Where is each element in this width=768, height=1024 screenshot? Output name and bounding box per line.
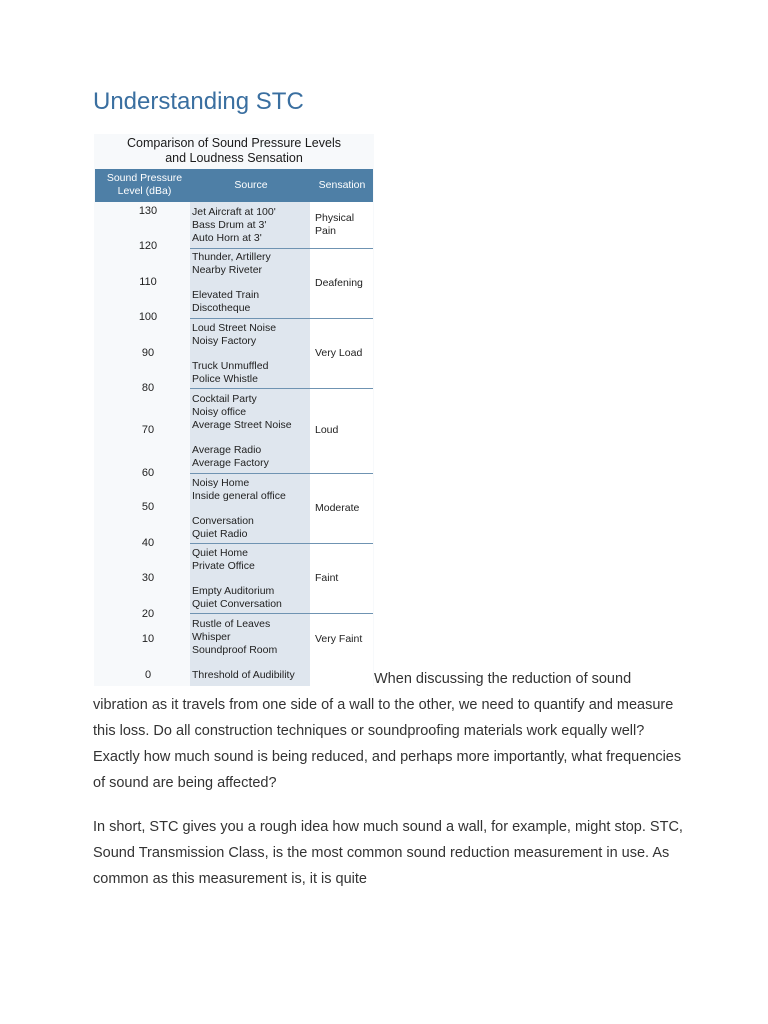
level-label: 30 (141, 572, 155, 584)
figure-title-line-2: and Loudness Sensation (165, 151, 303, 165)
source-item: Rustle of Leaves (192, 618, 271, 630)
level-label: 90 (141, 347, 155, 359)
source-item: Quiet Conversation (192, 598, 282, 610)
source-item: Empty Auditorium (192, 585, 275, 597)
sensation-item: Very Faint (315, 633, 363, 645)
level-label: 80 (141, 382, 155, 394)
row-divider (190, 613, 373, 614)
source-item: Elevated Train (192, 289, 260, 301)
page-title: Understanding STC (93, 88, 304, 115)
sensation-item: Faint (315, 572, 339, 584)
figure-header-row (95, 169, 373, 202)
source-item: Loud Street Noise (192, 322, 277, 334)
sensation-item: Loud (315, 424, 339, 436)
sensation-item: Deafening (315, 277, 363, 289)
source-item: Private Office (192, 560, 255, 572)
source-item: Auto Horn at 3' (192, 232, 262, 244)
source-item: Soundproof Room (192, 644, 278, 656)
source-item: Quiet Home (192, 547, 249, 559)
header-level-line-1: Sound Pressure (106, 172, 183, 184)
level-label: 20 (141, 608, 155, 620)
level-label: 40 (141, 537, 155, 549)
header-level-line-2: Level (dBa) (117, 185, 172, 197)
sound-pressure-figure (94, 134, 374, 686)
source-item: Jet Aircraft at 100' (192, 206, 276, 218)
source-item: Police Whistle (192, 373, 258, 385)
header-source: Source (234, 179, 268, 191)
source-item: Cocktail Party (192, 393, 257, 405)
paragraph-1: vibration as it travels from one side of a wall to the other, we need to quantify and measure this loss. Do all construction techniques or soundproofing materials work equally well? Exactly how much sound is being reduced, and perhaps more importantly, what frequencies of sound are being affected? (93, 697, 682, 791)
level-label: 0 (144, 669, 152, 681)
source-item: Truck Unmuffled (192, 360, 269, 372)
source-item: Average Radio (192, 444, 262, 456)
row-divider (190, 543, 373, 544)
level-label: 130 (138, 205, 158, 217)
paragraph-1-first-line: When discussing the reduction of sound (374, 671, 632, 687)
header-sensation: Sensation (318, 179, 366, 191)
row-divider (190, 388, 373, 389)
level-label: 110 (139, 276, 157, 288)
source-item: Average Factory (192, 457, 269, 469)
figure-title-line-1: Comparison of Sound Pressure Levels (126, 136, 341, 150)
source-item: Discotheque (192, 302, 251, 314)
level-label: 100 (138, 311, 158, 323)
level-label: 10 (141, 633, 155, 645)
figure-title (94, 136, 374, 166)
paragraph-2: In short, STC gives you a rough idea how much sound a wall, for example, might stop. STC, Sound Transmission Class, is the most common sound reduction measurement in use. As common as this measurement is, it is quite (93, 819, 683, 887)
level-label: 120 (138, 240, 158, 252)
sensation-item: Moderate (315, 502, 360, 514)
source-item: Threshold of Audibility (192, 669, 295, 681)
source-item: Bass Drum at 3' (192, 219, 267, 231)
source-item: Whisper (192, 631, 231, 643)
source-item: Nearby Riveter (192, 264, 263, 276)
sensation-item: Pain (315, 225, 337, 237)
source-item: Noisy Factory (192, 335, 257, 347)
header-level (97, 172, 192, 198)
level-label: 60 (141, 467, 155, 479)
source-item: Quiet Radio (192, 528, 248, 540)
row-divider (190, 318, 373, 319)
source-item: Average Street Noise (192, 419, 292, 431)
source-item: Thunder, Artillery (192, 251, 271, 263)
row-divider (190, 473, 373, 474)
source-item: Noisy Home (192, 477, 250, 489)
source-item: Conversation (192, 515, 254, 527)
sensation-item: Physical (315, 212, 355, 224)
row-divider (190, 248, 373, 249)
level-label: 70 (141, 424, 155, 436)
source-item: Inside general office (192, 490, 286, 502)
source-item: Noisy office (192, 406, 247, 418)
sensation-item: Very Load (315, 347, 363, 359)
level-label: 50 (141, 501, 155, 513)
